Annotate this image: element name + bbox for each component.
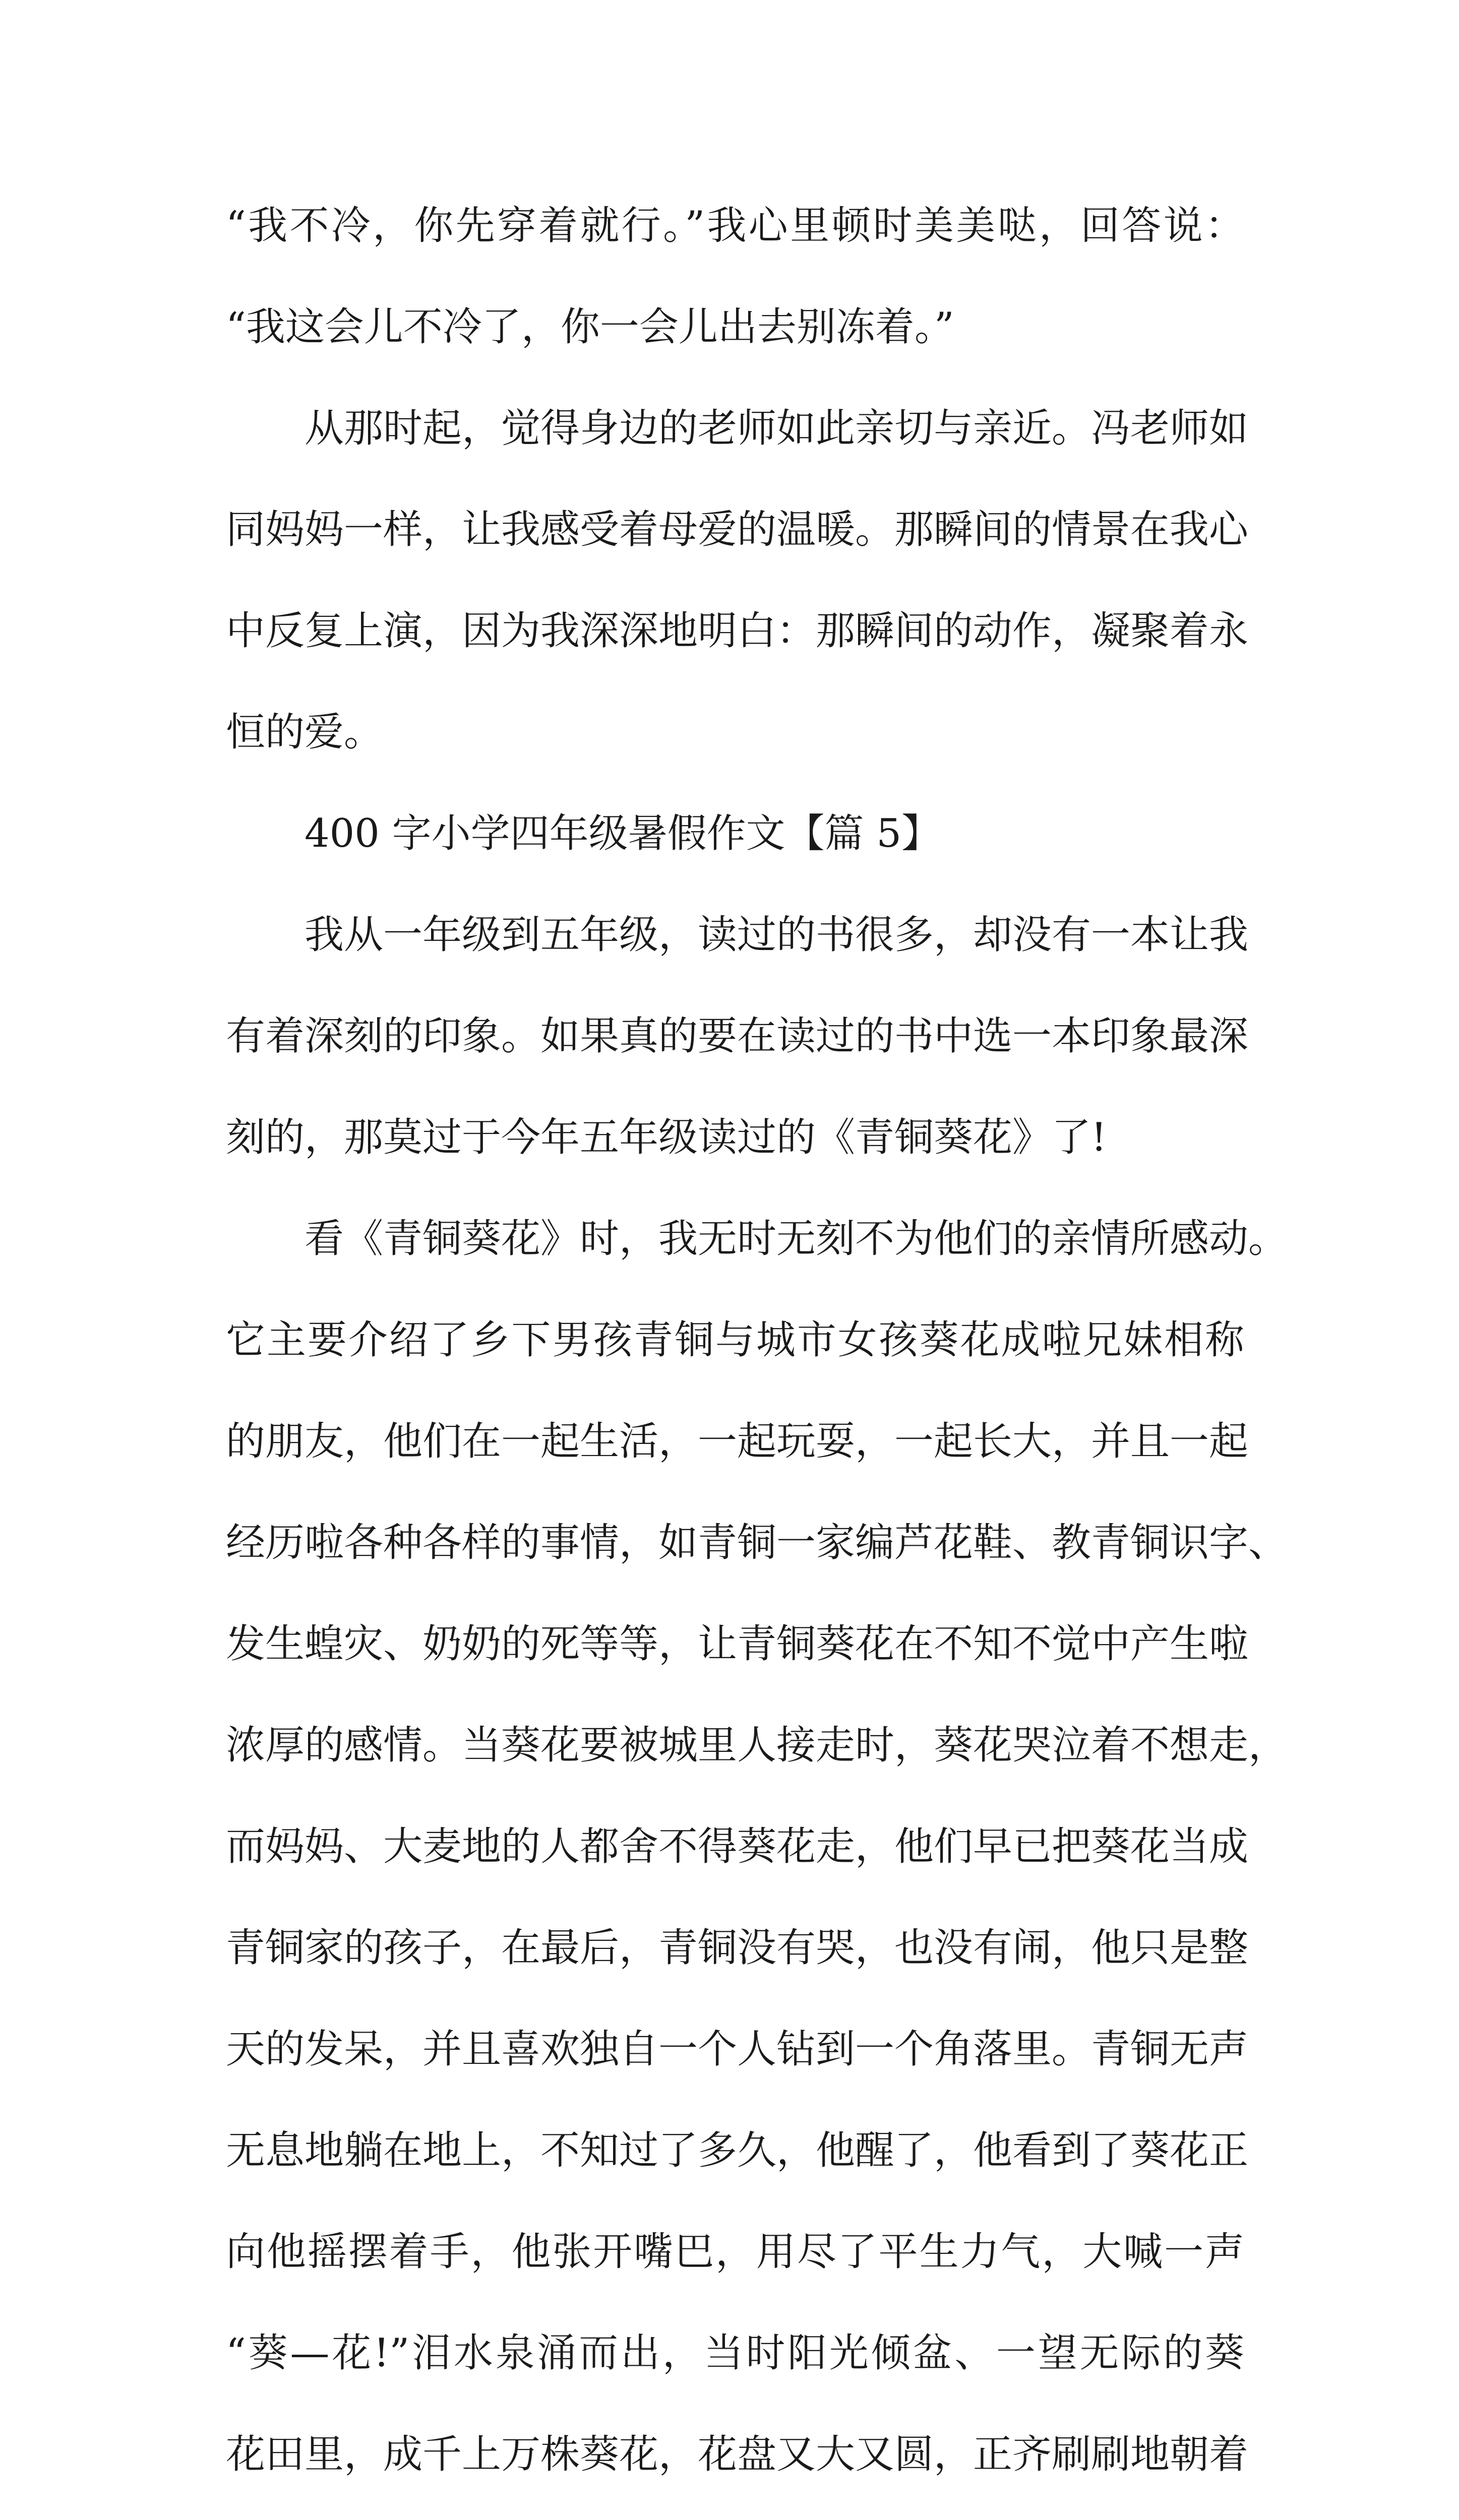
text-line <box>226 2505 1244 2520</box>
text-line: “我这会儿不冷了，你一会儿出去别冻着。” <box>226 304 954 350</box>
text-line: 浓厚的感情。当葵花要被城里人接走时，葵花哭泣着不想走， <box>226 1723 1288 1768</box>
text-line: 刻的，那莫过于今年五年级读过的《青铜葵花》了! <box>226 1115 1107 1160</box>
text-line: 而妈妈、大麦地的人都舍不得葵花走，他们早已把葵花当成 <box>226 1824 1249 1869</box>
body-text <box>226 175 1288 2520</box>
text-line: 发生蝗灾、奶奶的死等等，让青铜葵花在不知不觉中产生啦 <box>226 1621 1249 1667</box>
text-line: 的朋友，他们在一起生活，一起玩耍，一起长大，并且一起 <box>226 1419 1249 1464</box>
text-line: 400 字小学四年级暑假作文【篇 5】 <box>305 811 941 856</box>
text-line: 它主要介绍了乡下男孩青铜与城市女孩葵花成啦兄妹相称 <box>226 1317 1244 1363</box>
text-line: “我不冷，你先穿着就行。”我心里顿时美美哒，回答说： <box>226 203 1244 248</box>
text-line: 无息地躺在地上，不知过了多久，他醒了，他看到了葵花正 <box>226 2128 1249 2173</box>
text-line: “葵—花!”泪水泉涌而出，当时阳光倾盆、一望无际的葵 <box>226 2330 1244 2376</box>
text-line: 同妈妈一样，让我感受着母爱的温暖。那瞬间的情景在我心 <box>226 507 1249 552</box>
text-line: 天的发呆，并且喜欢独自一个人钻到一个角落里。青铜无声 <box>226 2027 1249 2072</box>
text-line: 看《青铜葵花》时，我无时无刻不为他们的亲情所感动。 <box>305 1216 1288 1262</box>
text-line: 经历啦各种各样的事情，如青铜一家编芦花鞋、教青铜识字、 <box>226 1520 1288 1565</box>
text-line: 我从一年级到五年级，读过的书很多，却没有一本让我 <box>305 912 1249 958</box>
text-line: 中反复上演，因为我深深地明白：那瞬间的动作，凝聚着永 <box>226 608 1249 654</box>
text-line: 有着深刻的印象。如果真的要在读过的书中选一本印象最深 <box>226 1014 1249 1059</box>
text-line: 从那时起，觉得身边的老师如此亲切与亲近。冯老师如 <box>305 406 1249 451</box>
text-line: 青铜家的孩子，在最后，青铜没有哭，也没有闹，他只是整 <box>226 1925 1249 1971</box>
text-line: 向他摇摆着手，他张开嘴巴，用尽了平生力气，大喊一声 <box>226 2229 1244 2275</box>
text-line: 花田里，成千上万株葵花，花盘又大又圆，正齐刷刷地朝着 <box>226 2432 1249 2477</box>
text-line: 恒的爱。 <box>226 710 384 755</box>
